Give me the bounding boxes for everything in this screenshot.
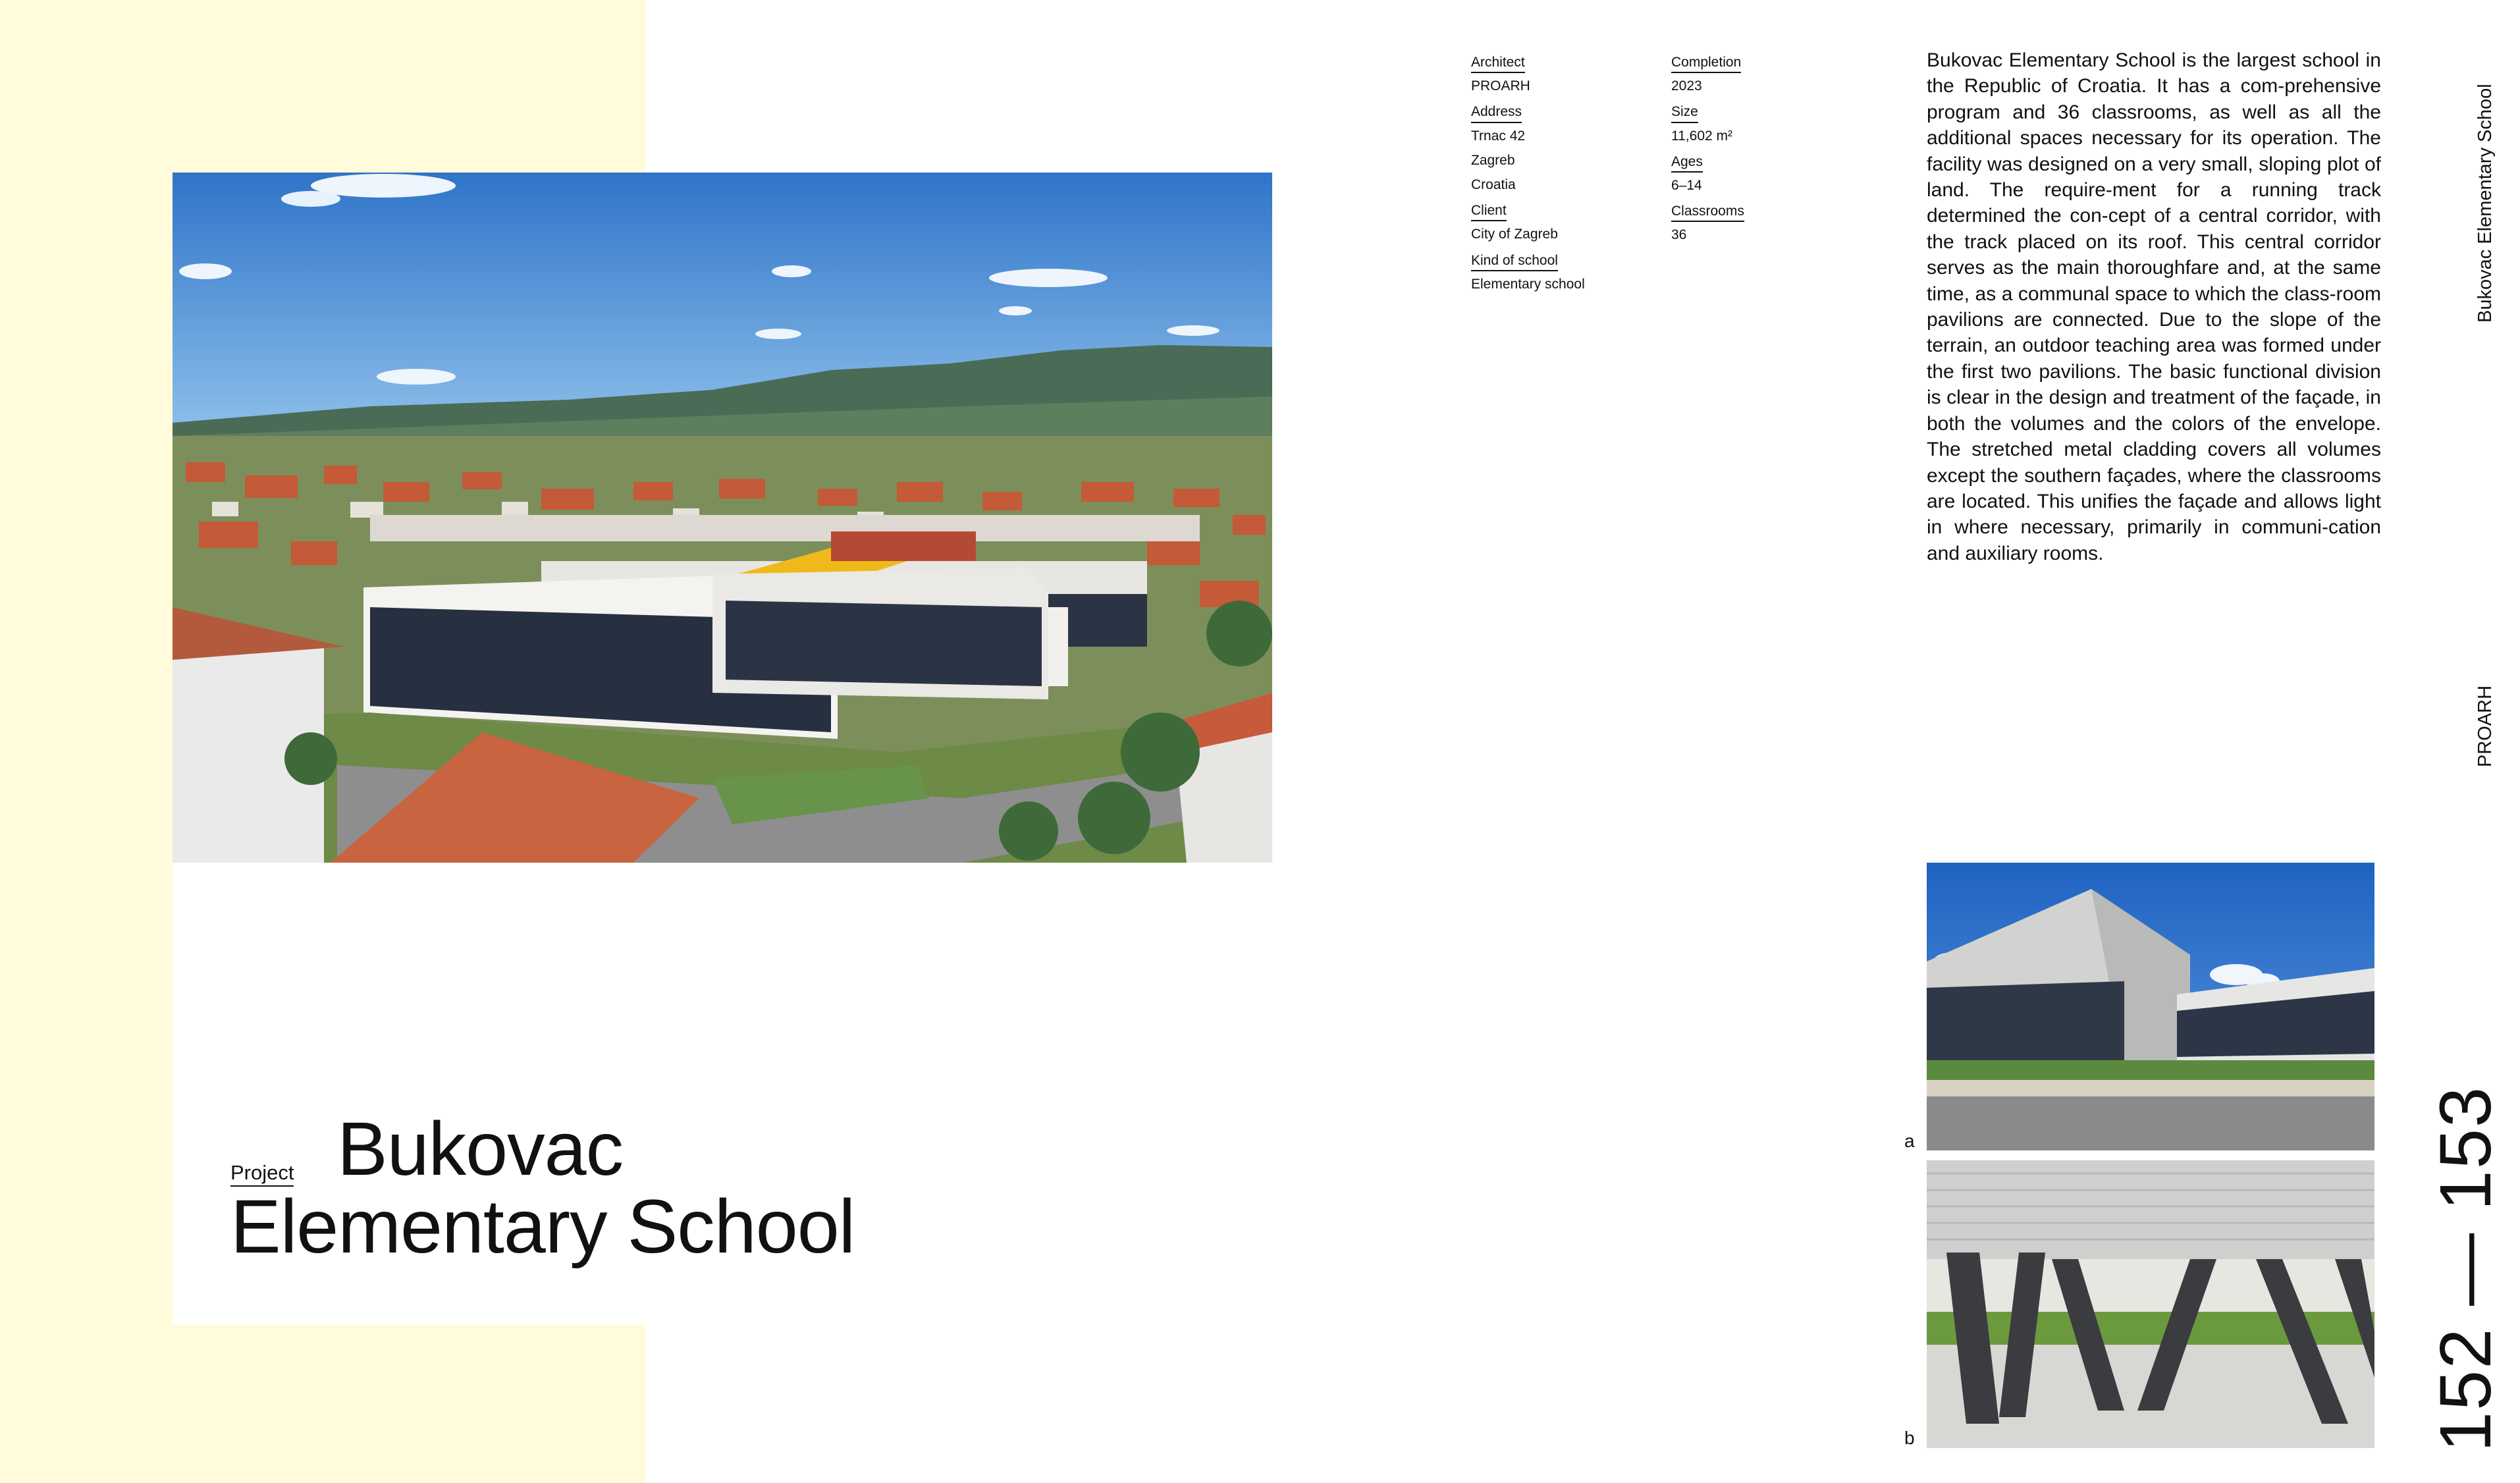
photo-a-facade	[1927, 863, 2374, 1150]
running-head-architect: PROARH	[2475, 685, 2496, 767]
photo-a-label: a	[1904, 1131, 1915, 1151]
architect-label: Architect	[1471, 54, 1525, 73]
kind-of-school-value: Elementary school	[1471, 276, 1585, 292]
kind-of-school-label: Kind of school	[1471, 252, 1558, 271]
photo-b-label: b	[1904, 1428, 1915, 1448]
hero-aerial-photo	[173, 173, 1272, 863]
classrooms-label: Classrooms	[1671, 203, 1744, 222]
ages-value: 6–14	[1671, 177, 1702, 193]
address-label: Address	[1471, 103, 1522, 122]
client-value: City of Zagreb	[1471, 227, 1558, 242]
address-line1: Trnac 42	[1471, 128, 1526, 144]
project-label: Project	[230, 1162, 294, 1187]
project-title-line2: Elementary School	[230, 1185, 855, 1269]
client-label: Client	[1471, 202, 1507, 221]
photo-b-columns	[1927, 1160, 2374, 1448]
fact-column-2	[1671, 54, 1744, 253]
address-line3: Croatia	[1471, 176, 1516, 192]
classrooms-value: 36	[1671, 227, 1687, 243]
size-value: 11,602 m²	[1671, 128, 1732, 144]
project-description: Bukovac Elementary School is the largest school in the Republic of Croatia. It has a com-prehensive program and 36 classrooms, as well as all the additional spaces necessary for its operation. The facility was designed on a very small, sloping plot of land. The require-ment for a running track determined the con-cept of a central corridor, with the track placed on its roof. This central corridor serves as the main thoroughfare and, at the same time, as a communal space to which the class-room pavilions are connected. Due to the slope of the terrain, an outdoor teaching area was formed under the first two pavilions. The basic functional division is clear in the design and treatment of the façade, in both the volumes and the colors of the envelope. The stretched metal cladding covers all volumes except the southern façades, where the classrooms are located. This unifies the façade and allows light in where necessary, primarily in communi-cation and auxiliary rooms.	[1927, 49, 2381, 564]
running-head-school: Bukovac Elementary School	[2475, 84, 2496, 323]
project-title-line1: Bukovac	[337, 1107, 624, 1191]
ages-label: Ages	[1671, 153, 1703, 173]
completion-value: 2023	[1671, 78, 1702, 94]
page-numbers: 152 — 153	[2425, 1085, 2506, 1452]
size-label: Size	[1671, 103, 1698, 122]
architect-value: PROARH	[1471, 78, 1530, 94]
fact-column-1	[1471, 54, 1585, 302]
completion-label: Completion	[1671, 54, 1741, 73]
address-line2: Zagreb	[1471, 152, 1515, 168]
